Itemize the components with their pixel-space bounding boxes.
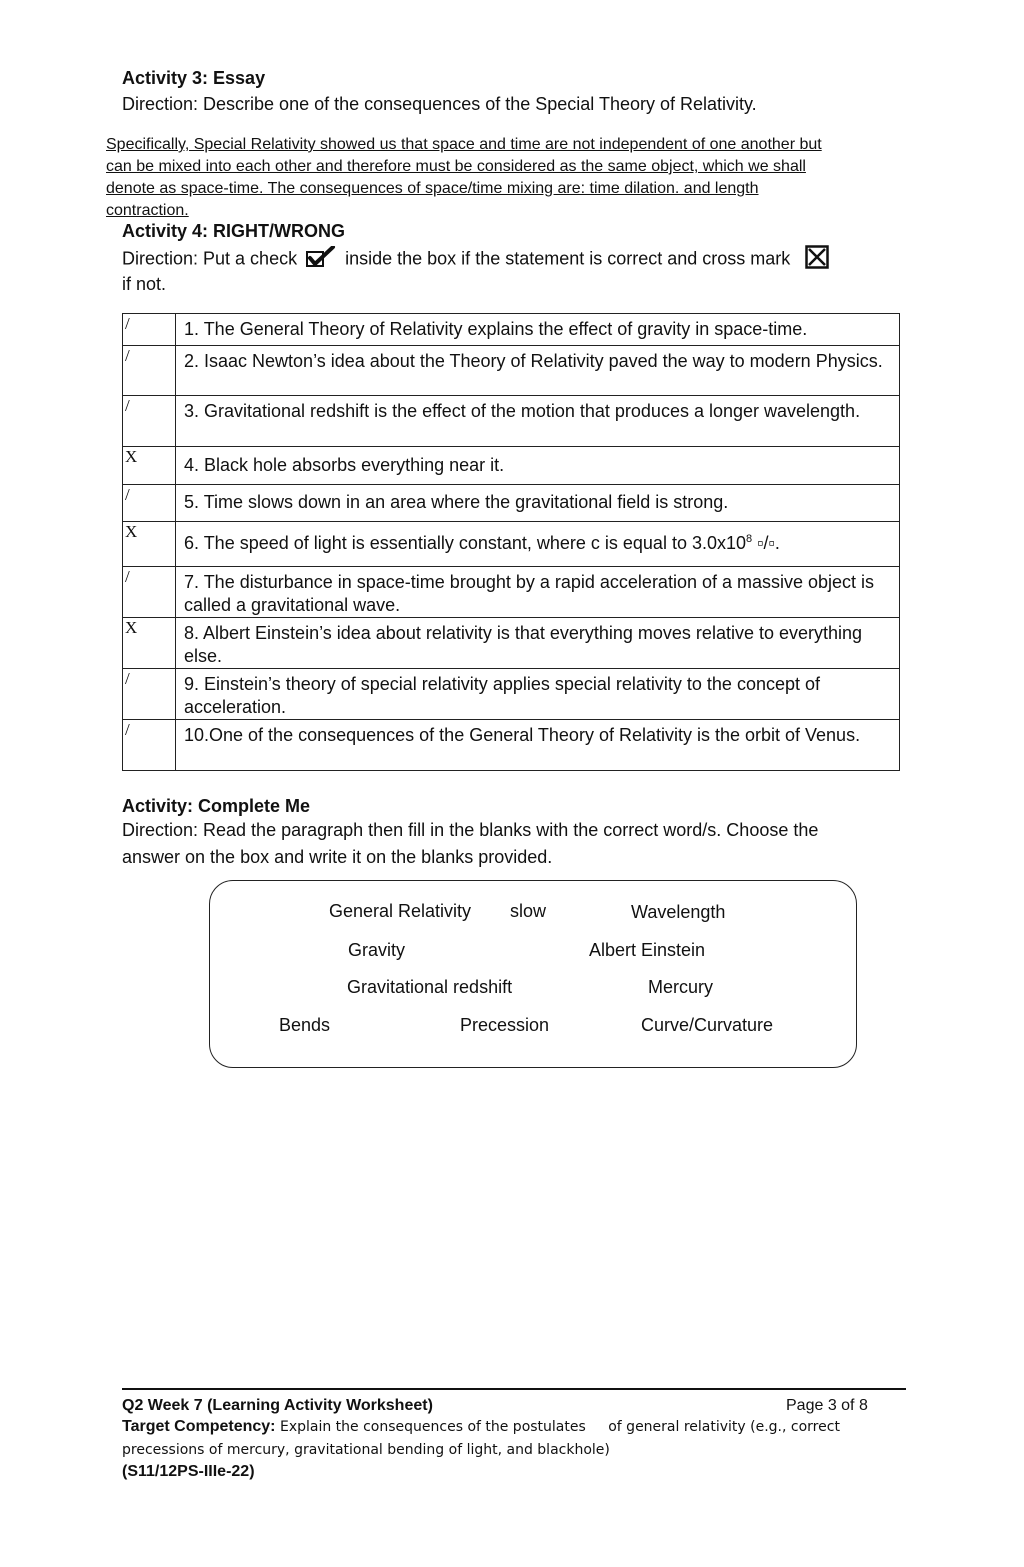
essay-line: Specifically, Special Relativity showed us that space and time are not independent of one another but — [106, 136, 822, 153]
competency-text-continued: precessions of mercury, gravitational bending of light, and blackhole) — [122, 1442, 610, 1458]
word-bank-item: Precession — [460, 1015, 550, 1035]
word-bank-item: Bends — [279, 1015, 331, 1035]
competency-text: of general relativity (e.g., correct — [608, 1419, 840, 1435]
word-bank-item: Albert Einstein — [589, 940, 706, 960]
table-row — [123, 396, 900, 447]
complete-me-direction-2: answer on the box and write it on the blanks provided. — [122, 847, 553, 867]
word-bank-item: Curve/Curvature — [641, 1015, 774, 1035]
word-bank-item: Wavelength — [631, 902, 726, 922]
statement: 7. The disturbance in space-time brought by a rapid acceleration of a massive object is called a gravitational wave. — [176, 567, 900, 618]
word-bank-item: General Relativity — [329, 901, 472, 921]
direction-part: Direction: Put a check — [122, 248, 298, 269]
table-row — [123, 618, 900, 669]
competency-text: Explain the consequences of the postulates — [279, 1419, 586, 1435]
word-bank-box — [209, 880, 857, 1068]
statement-text: ▫/▫. — [752, 533, 780, 553]
table-row — [123, 346, 900, 396]
footer-worksheet: Q2 Week 7 (Learning Activity Worksheet) — [122, 1397, 433, 1414]
statement-text: 6. The speed of light is essentially constant, where c is equal to 3.0x10 — [184, 533, 746, 553]
direction-part: if not. — [122, 274, 167, 294]
complete-me-title: Activity: Complete Me — [122, 796, 311, 816]
word-bank-item: Gravity — [348, 940, 406, 960]
statement — [176, 522, 900, 567]
essay-line: denote as space-time. The consequences of space/time mixing are: time dilation. and length — [106, 180, 759, 197]
answer-mark: / — [123, 314, 176, 346]
answer-mark: / — [123, 396, 176, 447]
direction-part: inside the box if the statement is correct and cross mark — [345, 248, 791, 269]
activity3-title: Activity 3: Essay — [122, 68, 266, 88]
exponent: 8 — [746, 533, 753, 545]
footer-divider — [122, 1388, 906, 1390]
word-bank-item: slow — [510, 901, 547, 921]
answer-mark: X — [123, 618, 176, 669]
statement: 2. Isaac Newton’s idea about the Theory of Relativity paved the way to modern Physics. — [176, 346, 900, 396]
statement: 3. Gravitational redshift is the effect of the motion that produces a longer wavelength. — [176, 396, 900, 447]
footer-competency — [122, 1418, 912, 1436]
answer-mark: / — [123, 567, 176, 618]
word-bank-item: Gravitational redshift — [347, 977, 513, 997]
answer-mark: / — [123, 720, 176, 771]
essay-answer — [106, 134, 938, 222]
table-row — [123, 485, 900, 522]
statement: 9. Einstein’s theory of special relativity applies special relativity to the concept of acceleration. — [176, 669, 900, 720]
statement: 8. Albert Einstein’s idea about relativity is that everything moves relative to everything else. — [176, 618, 900, 669]
activity4-direction — [122, 245, 912, 295]
word-bank-item: Mercury — [648, 977, 714, 997]
answer-mark: / — [123, 346, 176, 396]
answer-mark: X — [123, 447, 176, 485]
complete-me-direction-1: Direction: Read the paragraph then fill in the blanks with the correct word/s. Choose the — [122, 820, 819, 840]
statement: 10.One of the consequences of the General Theory of Relativity is the orbit of Venus. — [176, 720, 900, 771]
table-row — [123, 314, 900, 346]
check-mark-icon — [306, 246, 336, 273]
competency-label: Target Competency: — [122, 1418, 276, 1435]
right-wrong-table — [122, 313, 900, 771]
statement: 1. The General Theory of Relativity explains the effect of gravity in space-time. — [176, 314, 900, 346]
table-row — [123, 447, 900, 485]
table-row — [123, 567, 900, 618]
activity3-direction: Direction: Describe one of the consequences of the Special Theory of Relativity. — [122, 94, 757, 114]
statement: 5. Time slows down in an area where the gravitational field is strong. — [176, 485, 900, 522]
footer-page-number: Page 3 of 8 — [786, 1397, 868, 1414]
statement: 4. Black hole absorbs everything near it. — [176, 447, 900, 485]
essay-line: contraction. — [106, 202, 189, 219]
table-row — [123, 720, 900, 771]
answer-mark: / — [123, 669, 176, 720]
activity4-title: Activity 4: RIGHT/WRONG — [122, 221, 346, 241]
answer-mark: X — [123, 522, 176, 567]
crossed-box-icon — [805, 245, 829, 274]
essay-line: can be mixed into each other and therefore must be considered as the same object, which we shall — [106, 158, 806, 175]
table-row — [123, 669, 900, 720]
competency-code: (S11/12PS-IIIe-22) — [122, 1463, 255, 1480]
answer-mark: / — [123, 485, 176, 522]
table-row — [123, 522, 900, 567]
